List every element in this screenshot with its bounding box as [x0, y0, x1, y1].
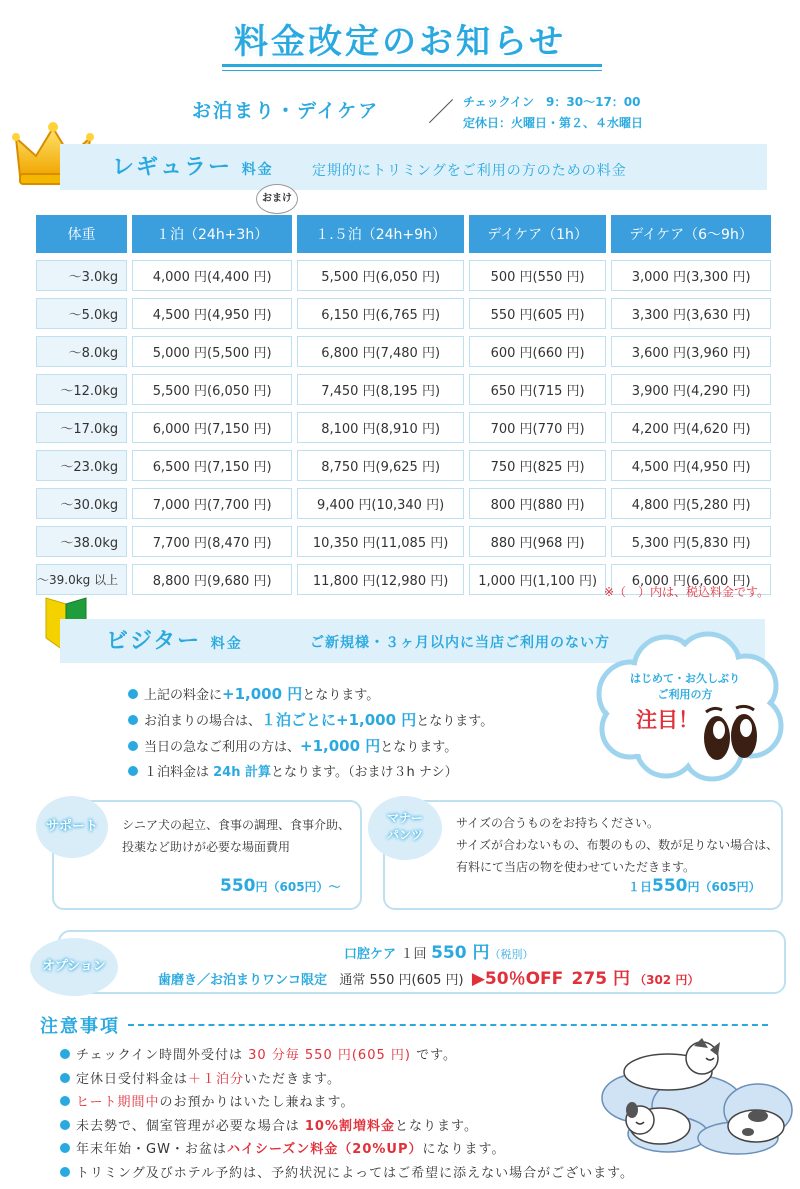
bullet-dot-icon	[60, 1096, 70, 1106]
support-label: サポート	[36, 796, 108, 858]
option-label: オプション	[30, 938, 118, 996]
stay-heading: お泊まり・デイケア	[192, 100, 380, 122]
title-underline	[222, 64, 602, 67]
note-text: 年末年始・GW・お盆は	[76, 1142, 227, 1157]
cell-price: 5,500 円(6,050 円)	[132, 374, 292, 405]
support-text-line: シニア犬の起立、食事の調理、食事介助、	[122, 818, 351, 832]
option-discount-price: 275 円	[571, 969, 630, 989]
bullet-text: 当日の急なご利用の方は、	[144, 740, 301, 755]
bullet-dot-icon	[60, 1073, 70, 1083]
cell-price: 750 円(825 円)	[469, 450, 606, 481]
list-item	[60, 1138, 634, 1162]
bullet-text: となります。（おまけ３h ナシ）	[271, 765, 458, 780]
header-daycare-6-9h: デイケア（6〜9h）	[611, 215, 771, 253]
note-text: のお預かりはいたし兼ねます。	[159, 1095, 355, 1110]
title-underline-thin	[222, 70, 602, 71]
table-header-row	[36, 215, 771, 253]
bullet-text: １泊料金は	[144, 765, 214, 780]
list-item	[128, 760, 493, 785]
bullet-dot-icon	[60, 1120, 70, 1130]
bullet-dot-icon	[60, 1167, 70, 1177]
bullet-text: となります。	[380, 740, 458, 755]
support-text-line: 投薬など助けが必要な場面費用	[122, 840, 291, 854]
option-regular-price: 通常 550 円(605 円)	[339, 973, 464, 988]
cell-price: 3,300 円(3,630 円)	[611, 298, 771, 329]
cell-price: 800 円(880 円)	[469, 488, 606, 519]
visitor-description: ご新規様・３ヶ月以内に当店ご利用のない方	[310, 635, 610, 651]
list-item	[128, 734, 493, 760]
checkin-hours: チェックイン 9：30〜17：00	[463, 95, 641, 109]
list-item	[60, 1044, 634, 1068]
support-price-suffix: 円（605円）〜	[255, 880, 341, 894]
tax-note: ※（ ）内は、税込料金です。	[604, 585, 770, 599]
bullet-dot-icon	[60, 1143, 70, 1153]
table-row	[36, 526, 771, 557]
cell-weight: 〜38.0kg	[36, 526, 127, 557]
visitor-title	[106, 624, 243, 655]
cell-price: 4,000 円(4,400 円)	[132, 260, 292, 291]
table-row	[36, 298, 771, 329]
cell-price: 6,000 円(7,150 円)	[132, 412, 292, 443]
header-one-night: １泊（24h+3h）	[132, 215, 292, 253]
eyes-icon	[700, 700, 760, 766]
cloud-text-line2: ご利用の方	[657, 688, 713, 701]
cell-price: 9,400 円(10,340 円)	[297, 488, 464, 519]
cell-price: 8,750 円(9,625 円)	[297, 450, 464, 481]
cell-price: 880 円(968 円)	[469, 526, 606, 557]
cell-weight: 〜5.0kg	[36, 298, 127, 329]
note-text: トリミング及びホテル予約は、予約状況によってはご希望に添えない場合がございます。	[76, 1165, 635, 1181]
manner-price-prefix: １日	[628, 880, 653, 894]
manner-pants-text	[456, 812, 778, 878]
note-text: チェックイン時間外受付は	[76, 1048, 249, 1063]
regular-title	[112, 150, 274, 181]
bullet-dot-icon	[128, 766, 138, 776]
bullet-text: 上記の料金に	[144, 688, 223, 703]
list-item	[128, 708, 493, 734]
manner-text-line: サイズの合うものをお持ちください。	[456, 816, 660, 830]
regular-price-table	[31, 208, 776, 602]
note-text: 未去勢で、個室管理が必要な場合は	[76, 1118, 305, 1134]
notes-list	[60, 1044, 634, 1185]
table-row	[36, 488, 771, 519]
option-tax-note: （税別）	[489, 948, 534, 961]
note-highlight: 30 分毎 550 円(605 円)	[248, 1048, 411, 1063]
option-count: １回	[400, 947, 427, 962]
regular-title-sub: 料金	[241, 162, 274, 178]
cell-price: 11,800 円(12,980 円)	[297, 564, 464, 595]
manner-label-line: マナー	[386, 811, 423, 825]
cell-weight: 〜8.0kg	[36, 336, 127, 367]
manner-text-line: 有料にて当店の物を使わせていただきます。	[456, 860, 696, 874]
cell-price: 6,500 円(7,150 円)	[132, 450, 292, 481]
table-row	[36, 260, 771, 291]
cell-price: 4,200 円(4,620 円)	[611, 412, 771, 443]
cell-price: 500 円(550 円)	[469, 260, 606, 291]
cell-price: 8,100 円(8,910 円)	[297, 412, 464, 443]
cell-price: 4,800 円(5,280 円)	[611, 488, 771, 519]
cell-price: 4,500 円(4,950 円)	[132, 298, 292, 329]
cell-price: 4,500 円(4,950 円)	[611, 450, 771, 481]
bullet-highlight: 24h 計算	[213, 765, 272, 780]
cell-price: 3,900 円(4,290 円)	[611, 374, 771, 405]
cell-price: 5,000 円(5,500 円)	[132, 336, 292, 367]
header-daycare-1h: デイケア（1h）	[469, 215, 606, 253]
note-text: です。	[410, 1048, 458, 1063]
manner-price-suffix: 円（605円）	[687, 880, 761, 894]
cell-price: 7,700 円(8,470 円)	[132, 526, 292, 557]
option-brushing-label: 歯磨き／お泊まりワンコ限定	[158, 973, 328, 988]
support-text	[122, 814, 350, 858]
cell-price: 7,450 円(8,195 円)	[297, 374, 464, 405]
note-text: になります。	[422, 1142, 506, 1157]
regular-description: 定期的にトリミングをご利用の方のための料金	[312, 163, 627, 179]
table-row	[36, 374, 771, 405]
notes-title: 注意事項	[40, 1016, 120, 1037]
cell-price: 5,300 円(5,830 円)	[611, 526, 771, 557]
bullet-dot-icon	[128, 741, 138, 751]
option-discount-badge: ▶50％OFF	[471, 969, 564, 989]
cell-weight: 〜30.0kg	[36, 488, 127, 519]
option-oral-care-label: 口腔ケア	[344, 947, 397, 962]
note-highlight: ＋１泊分	[188, 1071, 245, 1087]
cell-price: 7,000 円(7,700 円)	[132, 488, 292, 519]
checkin-info	[463, 92, 643, 134]
bullet-dot-icon	[128, 689, 138, 699]
note-highlight: ハイシーズン料金（20%UP）	[226, 1142, 423, 1157]
visitor-title-main: ビジター	[106, 629, 202, 654]
bullet-highlight: １泊ごとに+1,000 円	[261, 711, 417, 729]
cell-weight: 〜39.0kg 以上	[36, 564, 127, 595]
cell-price: 8,800 円(9,680 円)	[132, 564, 292, 595]
cell-price: 5,500 円(6,050 円)	[297, 260, 464, 291]
list-item	[60, 1091, 634, 1115]
note-text: 定休日受付料金は	[76, 1071, 189, 1087]
note-text: となります。	[395, 1118, 478, 1134]
cell-price: 3,000 円(3,300 円)	[611, 260, 771, 291]
table-row	[36, 412, 771, 443]
cell-price: 550 円(605 円)	[469, 298, 606, 329]
sleeping-dogs-illustration	[598, 1036, 794, 1156]
cell-weight: 〜23.0kg	[36, 450, 127, 481]
bullet-highlight: +1,000 円	[300, 737, 381, 755]
regular-title-main: レギュラー	[112, 155, 233, 180]
cell-price: 10,350 円(11,085 円)	[297, 526, 464, 557]
manner-label-line: パンツ	[386, 828, 423, 842]
bullet-text: となります。	[302, 688, 380, 703]
cell-price: 3,600 円(3,960 円)	[611, 336, 771, 367]
bullet-dot-icon	[128, 715, 138, 725]
support-price-value: 550	[220, 876, 256, 896]
visitor-title-sub: 料金	[210, 636, 243, 652]
cell-weight: 〜3.0kg	[36, 260, 127, 291]
cell-price: 6,150 円(6,765 円)	[297, 298, 464, 329]
omake-badge: おまけ	[256, 184, 298, 214]
note-text: いただきます。	[244, 1071, 341, 1087]
stay-slash: ／	[428, 98, 455, 128]
list-item	[60, 1162, 634, 1186]
cell-price: 1,000 円(1,100 円)	[469, 564, 606, 595]
list-item	[128, 682, 493, 708]
option-oral-care-price: 550 円	[431, 943, 490, 963]
list-item	[60, 1068, 634, 1092]
option-line2	[158, 964, 699, 989]
support-price	[220, 876, 341, 896]
header-one-half-night: １.５泊（24h+9h）	[297, 215, 464, 253]
cell-price: 650 円(715 円)	[469, 374, 606, 405]
note-highlight: ヒート期間中	[76, 1095, 160, 1110]
bullet-highlight: +1,000 円	[222, 685, 303, 703]
attention-text: 注目！	[636, 708, 699, 732]
manner-pants-price	[628, 876, 761, 896]
cloud-text-line1: はじめて・お久しぶり	[630, 672, 740, 685]
bullet-text: お泊まりの場合は、	[144, 714, 262, 729]
cell-weight: 〜17.0kg	[36, 412, 127, 443]
manner-text-line: サイズが合わないもの、布製のもの、数が足りない場合は、	[456, 838, 779, 852]
cell-price: 6,000 円(6,600 円)	[611, 564, 771, 595]
header-weight: 体重	[36, 215, 127, 253]
bullet-text: となります。	[416, 714, 494, 729]
option-line1	[344, 938, 534, 963]
list-item	[60, 1115, 634, 1139]
table-row	[36, 336, 771, 367]
visitor-bullet-list	[128, 682, 493, 785]
closed-days: 定休日：火曜日・第２、４水曜日	[463, 116, 644, 130]
cell-price: 700 円(770 円)	[469, 412, 606, 443]
manner-pants-label	[368, 796, 442, 860]
cell-price: 6,800 円(7,480 円)	[297, 336, 464, 367]
manner-price-value: 550	[652, 876, 688, 896]
bullet-dot-icon	[60, 1049, 70, 1059]
cell-price: 600 円(660 円)	[469, 336, 606, 367]
page-title: 料金改定のお知らせ	[234, 22, 566, 62]
note-highlight: 10%割増料金	[304, 1118, 395, 1134]
table-row	[36, 450, 771, 481]
cell-weight: 〜12.0kg	[36, 374, 127, 405]
option-discount-price-tax: （302 円）	[634, 973, 700, 987]
notes-divider	[128, 1024, 768, 1026]
